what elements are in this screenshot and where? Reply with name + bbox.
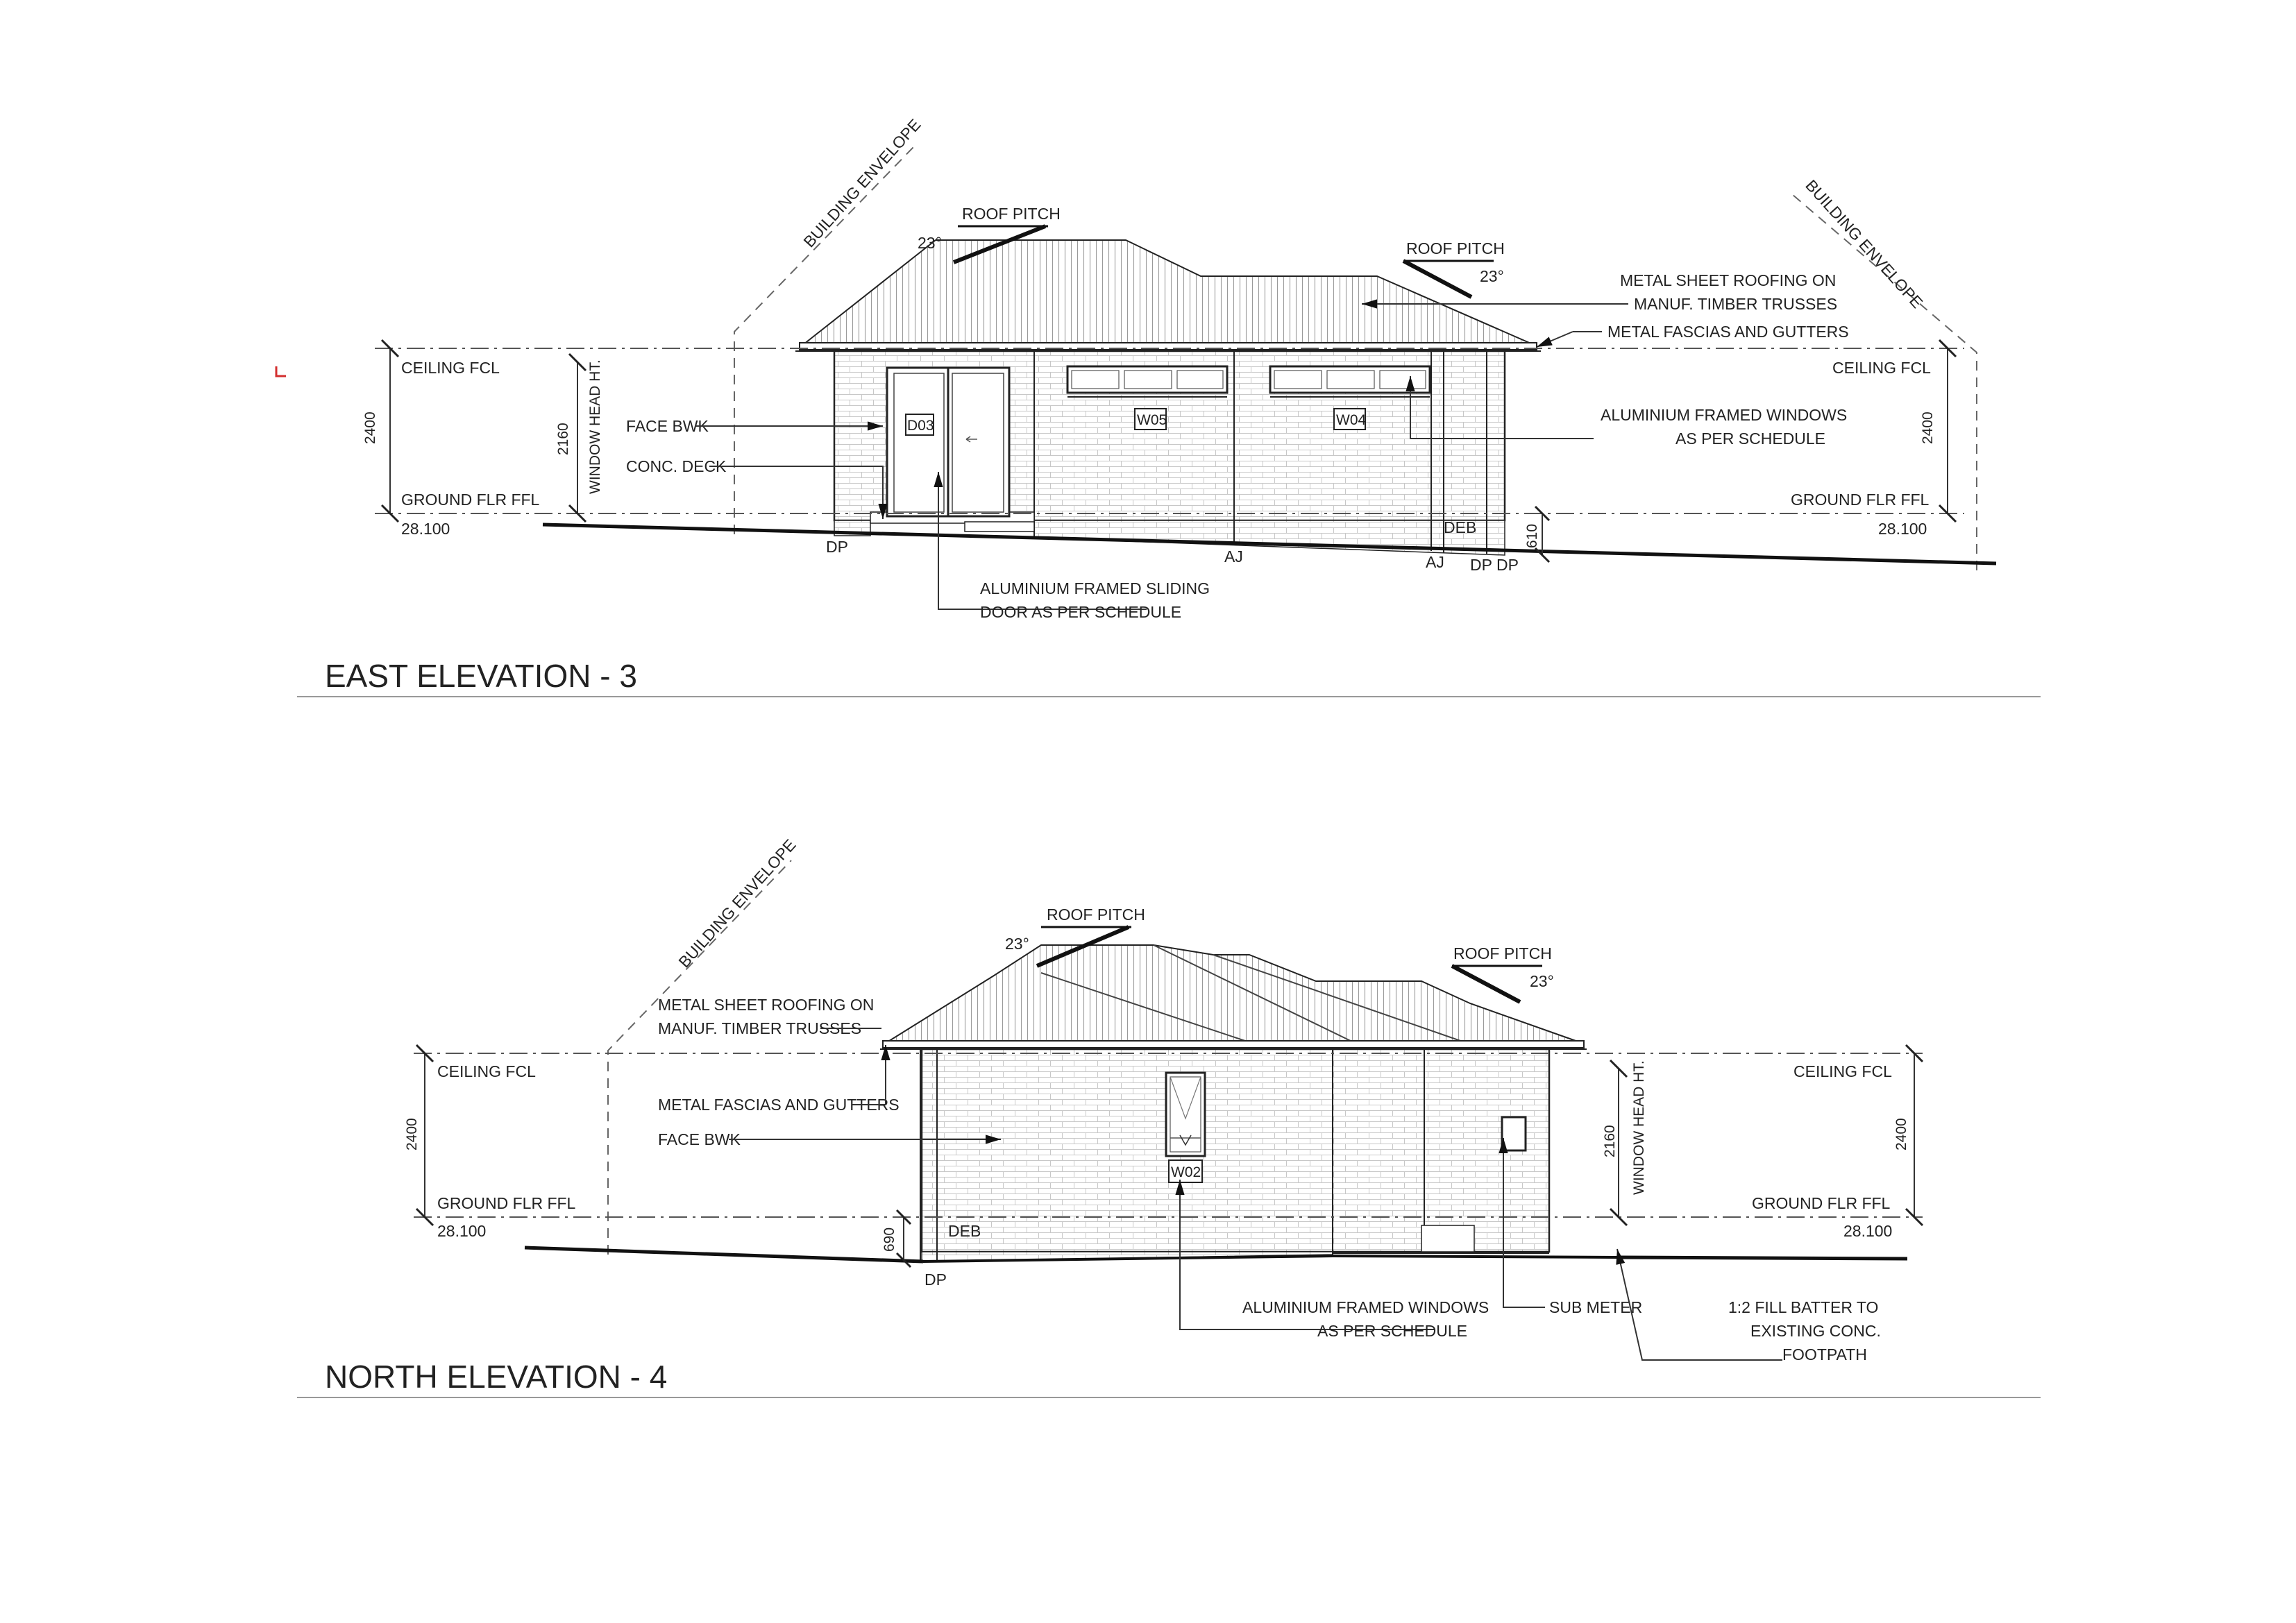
east-dim-left: [362, 340, 398, 522]
svg-text:METAL FASCIAS AND GUTTERS: METAL FASCIAS AND GUTTERS: [658, 1096, 900, 1114]
svg-text:23°: 23°: [1005, 935, 1029, 953]
svg-text:MANUF. TIMBER TRUSSES: MANUF. TIMBER TRUSSES: [1634, 295, 1838, 313]
north-fascia: [883, 1041, 1584, 1048]
east-door-tag-text: D03: [907, 418, 934, 434]
east-tag-aj2: AJ: [1426, 553, 1444, 571]
north-sub-meter-box: [1502, 1117, 1526, 1150]
east-window-w04-tag: W04: [1336, 412, 1367, 428]
north-dim-left: [404, 1045, 433, 1225]
east-window-w05-tag: W05: [1137, 412, 1167, 428]
svg-text:DOOR AS PER SCHEDULE: DOOR AS PER SCHEDULE: [980, 603, 1182, 621]
svg-text:690: 690: [881, 1227, 897, 1252]
north-level-left: 28.100: [437, 1222, 487, 1240]
north-ground-left-label: GROUND FLR FFL: [437, 1194, 576, 1212]
svg-text:23°: 23°: [1530, 972, 1554, 990]
svg-text:23°: 23°: [1480, 267, 1504, 285]
north-ground-line: [525, 1248, 923, 1261]
svg-text:WINDOW HEAD HT.: WINDOW HEAD HT.: [587, 359, 603, 494]
east-ground-left-label: GROUND FLR FFL: [401, 491, 540, 509]
svg-text:ROOF PITCH: ROOF PITCH: [1047, 906, 1145, 924]
svg-text:FACE BWK: FACE BWK: [658, 1130, 741, 1148]
north-callout-fascia: [658, 1045, 900, 1114]
north-envelope-label: BUILDING ENVELOPE: [675, 835, 800, 971]
east-dim-610: [1524, 507, 1549, 562]
north-tag-deb: DEB: [948, 1222, 981, 1240]
north-ceiling-right-label: CEILING FCL: [1793, 1062, 1892, 1080]
north-dim-window-head: [1602, 1060, 1647, 1225]
north-callout-fill-batter: [1617, 1249, 1881, 1363]
svg-text:METAL SHEET ROOFING ON: METAL SHEET ROOFING ON: [658, 996, 875, 1014]
svg-text:METAL SHEET ROOFING ON: METAL SHEET ROOFING ON: [1620, 271, 1837, 289]
svg-text:23°: 23°: [918, 234, 942, 252]
north-wall: [920, 1049, 1549, 1261]
svg-text:FACE BWK: FACE BWK: [626, 417, 709, 435]
svg-text:ALUMINIUM FRAMED SLIDING: ALUMINIUM FRAMED SLIDING: [980, 579, 1210, 597]
east-ceiling-right-label: CEILING FCL: [1832, 359, 1931, 377]
svg-text:2400: 2400: [1920, 411, 1936, 444]
svg-text:AS PER SCHEDULE: AS PER SCHEDULE: [1317, 1322, 1468, 1340]
east-callout-fascia: [1537, 323, 1849, 347]
svg-text:2400: 2400: [1893, 1118, 1909, 1150]
svg-text:WINDOW HEAD HT.: WINDOW HEAD HT.: [1631, 1060, 1647, 1195]
svg-text:MANUF. TIMBER TRUSSES: MANUF. TIMBER TRUSSES: [658, 1019, 862, 1037]
east-sliding-door: [887, 368, 1009, 516]
svg-text:METAL FASCIAS AND GUTTERS: METAL FASCIAS AND GUTTERS: [1607, 323, 1849, 341]
north-dim-right: [1893, 1045, 1923, 1225]
svg-text:ALUMINIUM FRAMED WINDOWS: ALUMINIUM FRAMED WINDOWS: [1601, 406, 1848, 424]
north-callout-roofing: [658, 996, 881, 1037]
east-title: EAST ELEVATION - 3: [325, 658, 637, 694]
svg-text:EXISTING CONC.: EXISTING CONC.: [1750, 1322, 1881, 1340]
east-tag-aj1: AJ: [1224, 547, 1243, 566]
east-tag-dp3: DP: [1496, 556, 1519, 574]
east-level-left: 28.100: [401, 520, 450, 538]
north-tag-dp: DP: [925, 1271, 947, 1289]
svg-text:2400: 2400: [404, 1118, 420, 1150]
svg-text:2160: 2160: [1602, 1125, 1618, 1157]
east-tag-dp2: DP: [1470, 556, 1492, 574]
svg-text:ROOF PITCH: ROOF PITCH: [1453, 944, 1552, 962]
north-window-w02-tag: W02: [1171, 1164, 1201, 1180]
svg-text:1:2 FILL BATTER TO: 1:2 FILL BATTER TO: [1728, 1298, 1879, 1316]
east-envelope-left-label: BUILDING ENVELOPE: [800, 115, 925, 251]
north-level-right: 28.100: [1843, 1222, 1893, 1240]
east-dim-window-head: [555, 354, 603, 522]
svg-text:ROOF PITCH: ROOF PITCH: [1406, 239, 1505, 257]
east-tag-dp1: DP: [826, 538, 848, 556]
east-tag-deb: DEB: [1444, 518, 1477, 536]
svg-text:2400: 2400: [362, 411, 378, 444]
svg-text:AS PER SCHEDULE: AS PER SCHEDULE: [1675, 430, 1826, 448]
north-ceiling-left-label: CEILING FCL: [437, 1062, 536, 1080]
svg-text:2160: 2160: [555, 423, 571, 455]
east-elevation: [297, 115, 2041, 697]
svg-text:ALUMINIUM FRAMED WINDOWS: ALUMINIUM FRAMED WINDOWS: [1242, 1298, 1489, 1316]
east-level-right: 28.100: [1878, 520, 1927, 538]
svg-text:FOOTPATH: FOOTPATH: [1782, 1345, 1867, 1363]
east-envelope-right-label: BUILDING ENVELOPE: [1802, 176, 1927, 312]
east-roof-pitch-right: [1403, 239, 1505, 297]
svg-text:610: 610: [1524, 523, 1540, 548]
north-ground-right-label: GROUND FLR FFL: [1752, 1194, 1891, 1212]
svg-text:SUB METER: SUB METER: [1549, 1298, 1643, 1316]
north-envelope-line: [608, 860, 791, 1255]
east-ground-right-label: GROUND FLR FFL: [1791, 491, 1930, 509]
corner-mark: [276, 366, 286, 376]
north-roof-pitch-right: [1452, 944, 1554, 1002]
north-elevation: [297, 835, 2041, 1397]
svg-text:ROOF PITCH: ROOF PITCH: [962, 205, 1061, 223]
svg-text:CONC. DECK: CONC. DECK: [626, 457, 727, 475]
north-title: NORTH ELEVATION - 4: [325, 1359, 668, 1395]
east-ceiling-left-label: CEILING FCL: [401, 359, 500, 377]
north-window-w02: [1166, 1073, 1205, 1182]
